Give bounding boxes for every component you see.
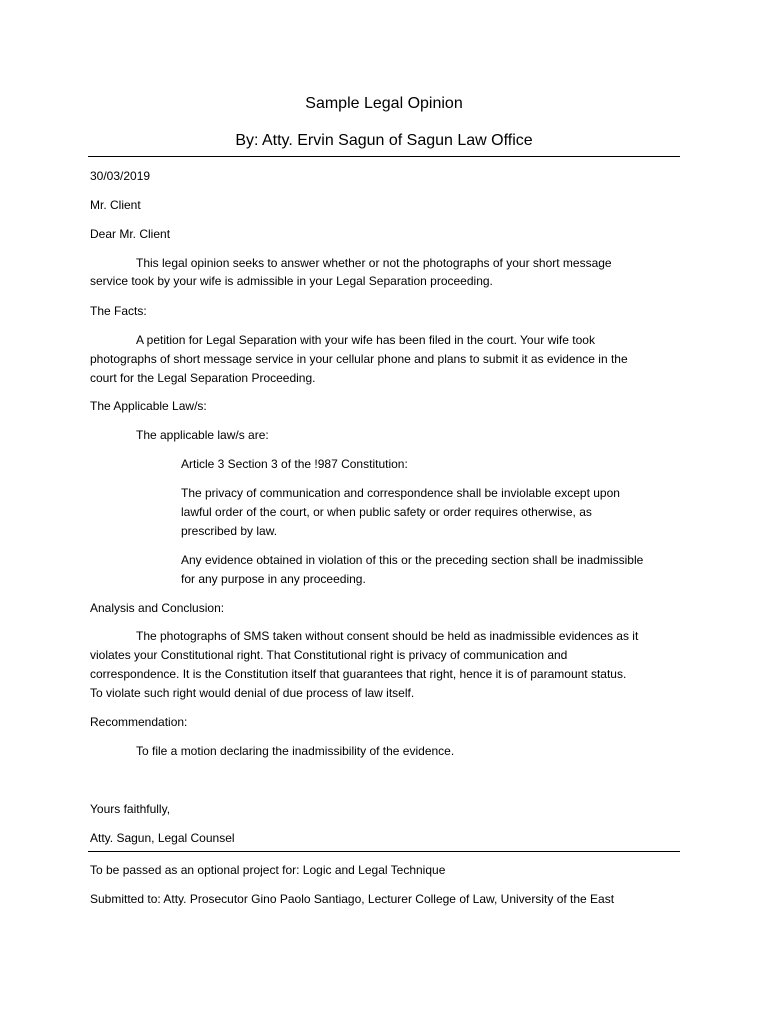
facts-line: photographs of short message service in your cellular phone and plans to submit it as evidence in the: [90, 352, 628, 366]
salutation: Dear Mr. Client: [90, 227, 171, 241]
analysis-line: To violate such right would denial of due process of law itself.: [90, 686, 415, 700]
date-line: 30/03/2019: [90, 169, 151, 183]
facts-heading: The Facts:: [90, 304, 147, 318]
analysis-line: The photographs of SMS taken without consent should be held as inadmissible evidences as it: [136, 629, 639, 643]
footer-project: To be passed as an optional project for: Logic and Legal Technique: [90, 863, 446, 877]
header-rule: [88, 156, 680, 157]
analysis-line: violates your Constitutional right. That Constitutional right is privacy of communication and: [90, 648, 568, 662]
analysis-line: correspondence. It is the Constitution itself that guarantees that right, hence it is of paramount status.: [90, 667, 627, 681]
article-title: Article 3 Section 3 of the !987 Constitution:: [181, 457, 408, 471]
recommendation-heading: Recommendation:: [90, 715, 188, 729]
document-byline: By: Atty. Ervin Sagun of Sagun Law Office: [235, 132, 533, 149]
intro-line: service took by your wife is admissible in your Legal Separation proceeding.: [90, 274, 493, 288]
article-p2-line: Any evidence obtained in violation of this or the preceding section shall be inadmissible: [181, 553, 644, 567]
recommendation-text: To file a motion declaring the inadmissibility of the evidence.: [136, 744, 455, 758]
article-p1-line: prescribed by law.: [181, 524, 278, 538]
law-heading: The Applicable Law/s:: [90, 399, 207, 413]
law-intro: The applicable law/s are:: [136, 428, 269, 442]
article-p1-line: lawful order of the court, or when public safety or order requires otherwise, as: [181, 505, 592, 519]
facts-line: court for the Legal Separation Proceeding.: [90, 371, 316, 385]
document-title: Sample Legal Opinion: [305, 95, 463, 112]
addressee: Mr. Client: [90, 198, 141, 212]
article-p1-line: The privacy of communication and correspondence shall be inviolable except upon: [181, 486, 620, 500]
footer-submitted: Submitted to: Atty. Prosecutor Gino Paolo Santiago, Lecturer College of Law, University of the East: [90, 892, 615, 906]
facts-line: A petition for Legal Separation with your wife has been filed in the court. Your wife took: [136, 333, 595, 347]
footer-rule: [88, 851, 680, 852]
intro-line: This legal opinion seeks to answer whether or not the photographs of your short message: [136, 256, 612, 270]
closing: Yours faithfully,: [90, 802, 171, 816]
analysis-heading: Analysis and Conclusion:: [90, 601, 225, 615]
article-p2-line: for any purpose in any proceeding.: [181, 572, 366, 586]
signature: Atty. Sagun, Legal Counsel: [90, 831, 235, 845]
